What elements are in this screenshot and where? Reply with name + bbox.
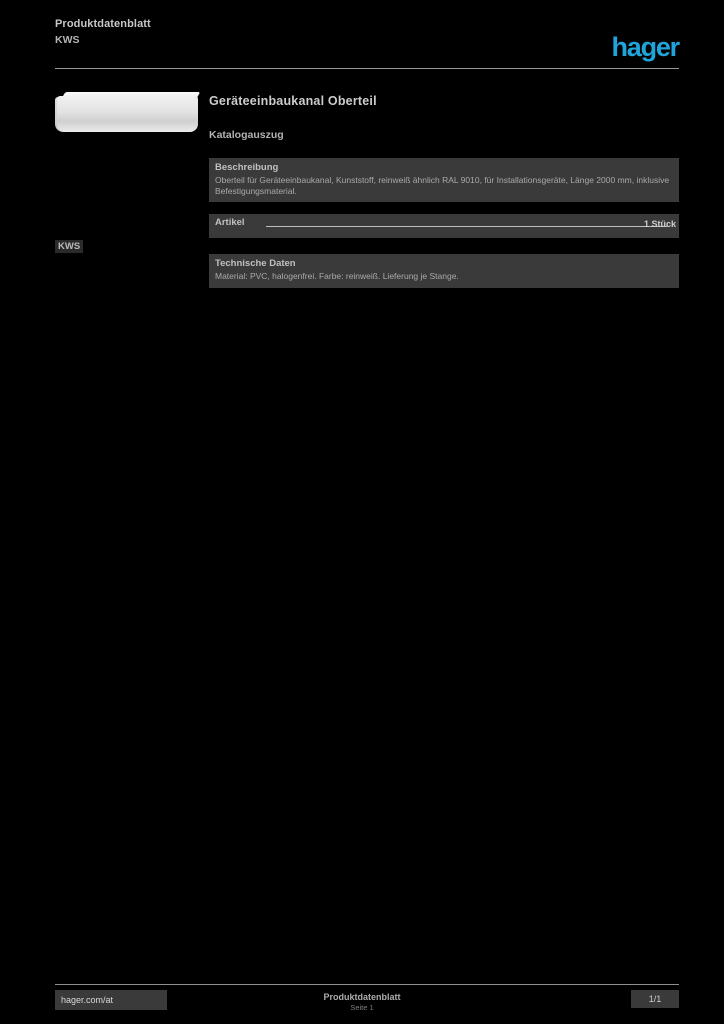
description-label: Beschreibung <box>215 162 279 173</box>
product-name: Geräteeinbaukanal Oberteil <box>209 94 377 108</box>
spec-row-label: Artikel <box>215 217 245 228</box>
footer-sub-text: Seite 1 <box>350 1003 374 1012</box>
footer-url-link[interactable]: hager.com/at <box>55 990 167 1010</box>
technical-data-label: Technische Daten <box>215 258 296 269</box>
footer-divider <box>55 984 679 985</box>
technical-data-block <box>209 254 679 288</box>
hager-logo: hager <box>611 32 679 62</box>
page-title: Produktdatenblatt <box>55 18 151 30</box>
product-image <box>55 92 200 137</box>
footer-page-number: 1/1 <box>631 990 679 1008</box>
document-subtitle: KWS <box>55 34 80 46</box>
spec-row-leader <box>266 226 667 227</box>
description-text: Oberteil für Geräteeinbaukanal, Kunststoff, reinweiß ähnlich RAL 9010, für Installationsgeräte, Länge 2000 mm, inklusive Befestigungsmaterial. <box>215 175 670 196</box>
footer-center-text: Produktdatenblatt <box>323 992 401 1002</box>
technical-data-text: Material: PVC, halogenfrei. Farbe: reinweiß. Lieferung je Stange. <box>215 271 459 281</box>
product-reference: Katalogauszug <box>209 129 284 141</box>
product-image-body <box>57 96 198 132</box>
header-divider <box>55 68 679 69</box>
product-code-badge: KWS <box>55 240 83 253</box>
document-header <box>55 18 679 68</box>
description-block <box>209 158 679 202</box>
spec-row-value: 1 Stück <box>643 219 676 229</box>
